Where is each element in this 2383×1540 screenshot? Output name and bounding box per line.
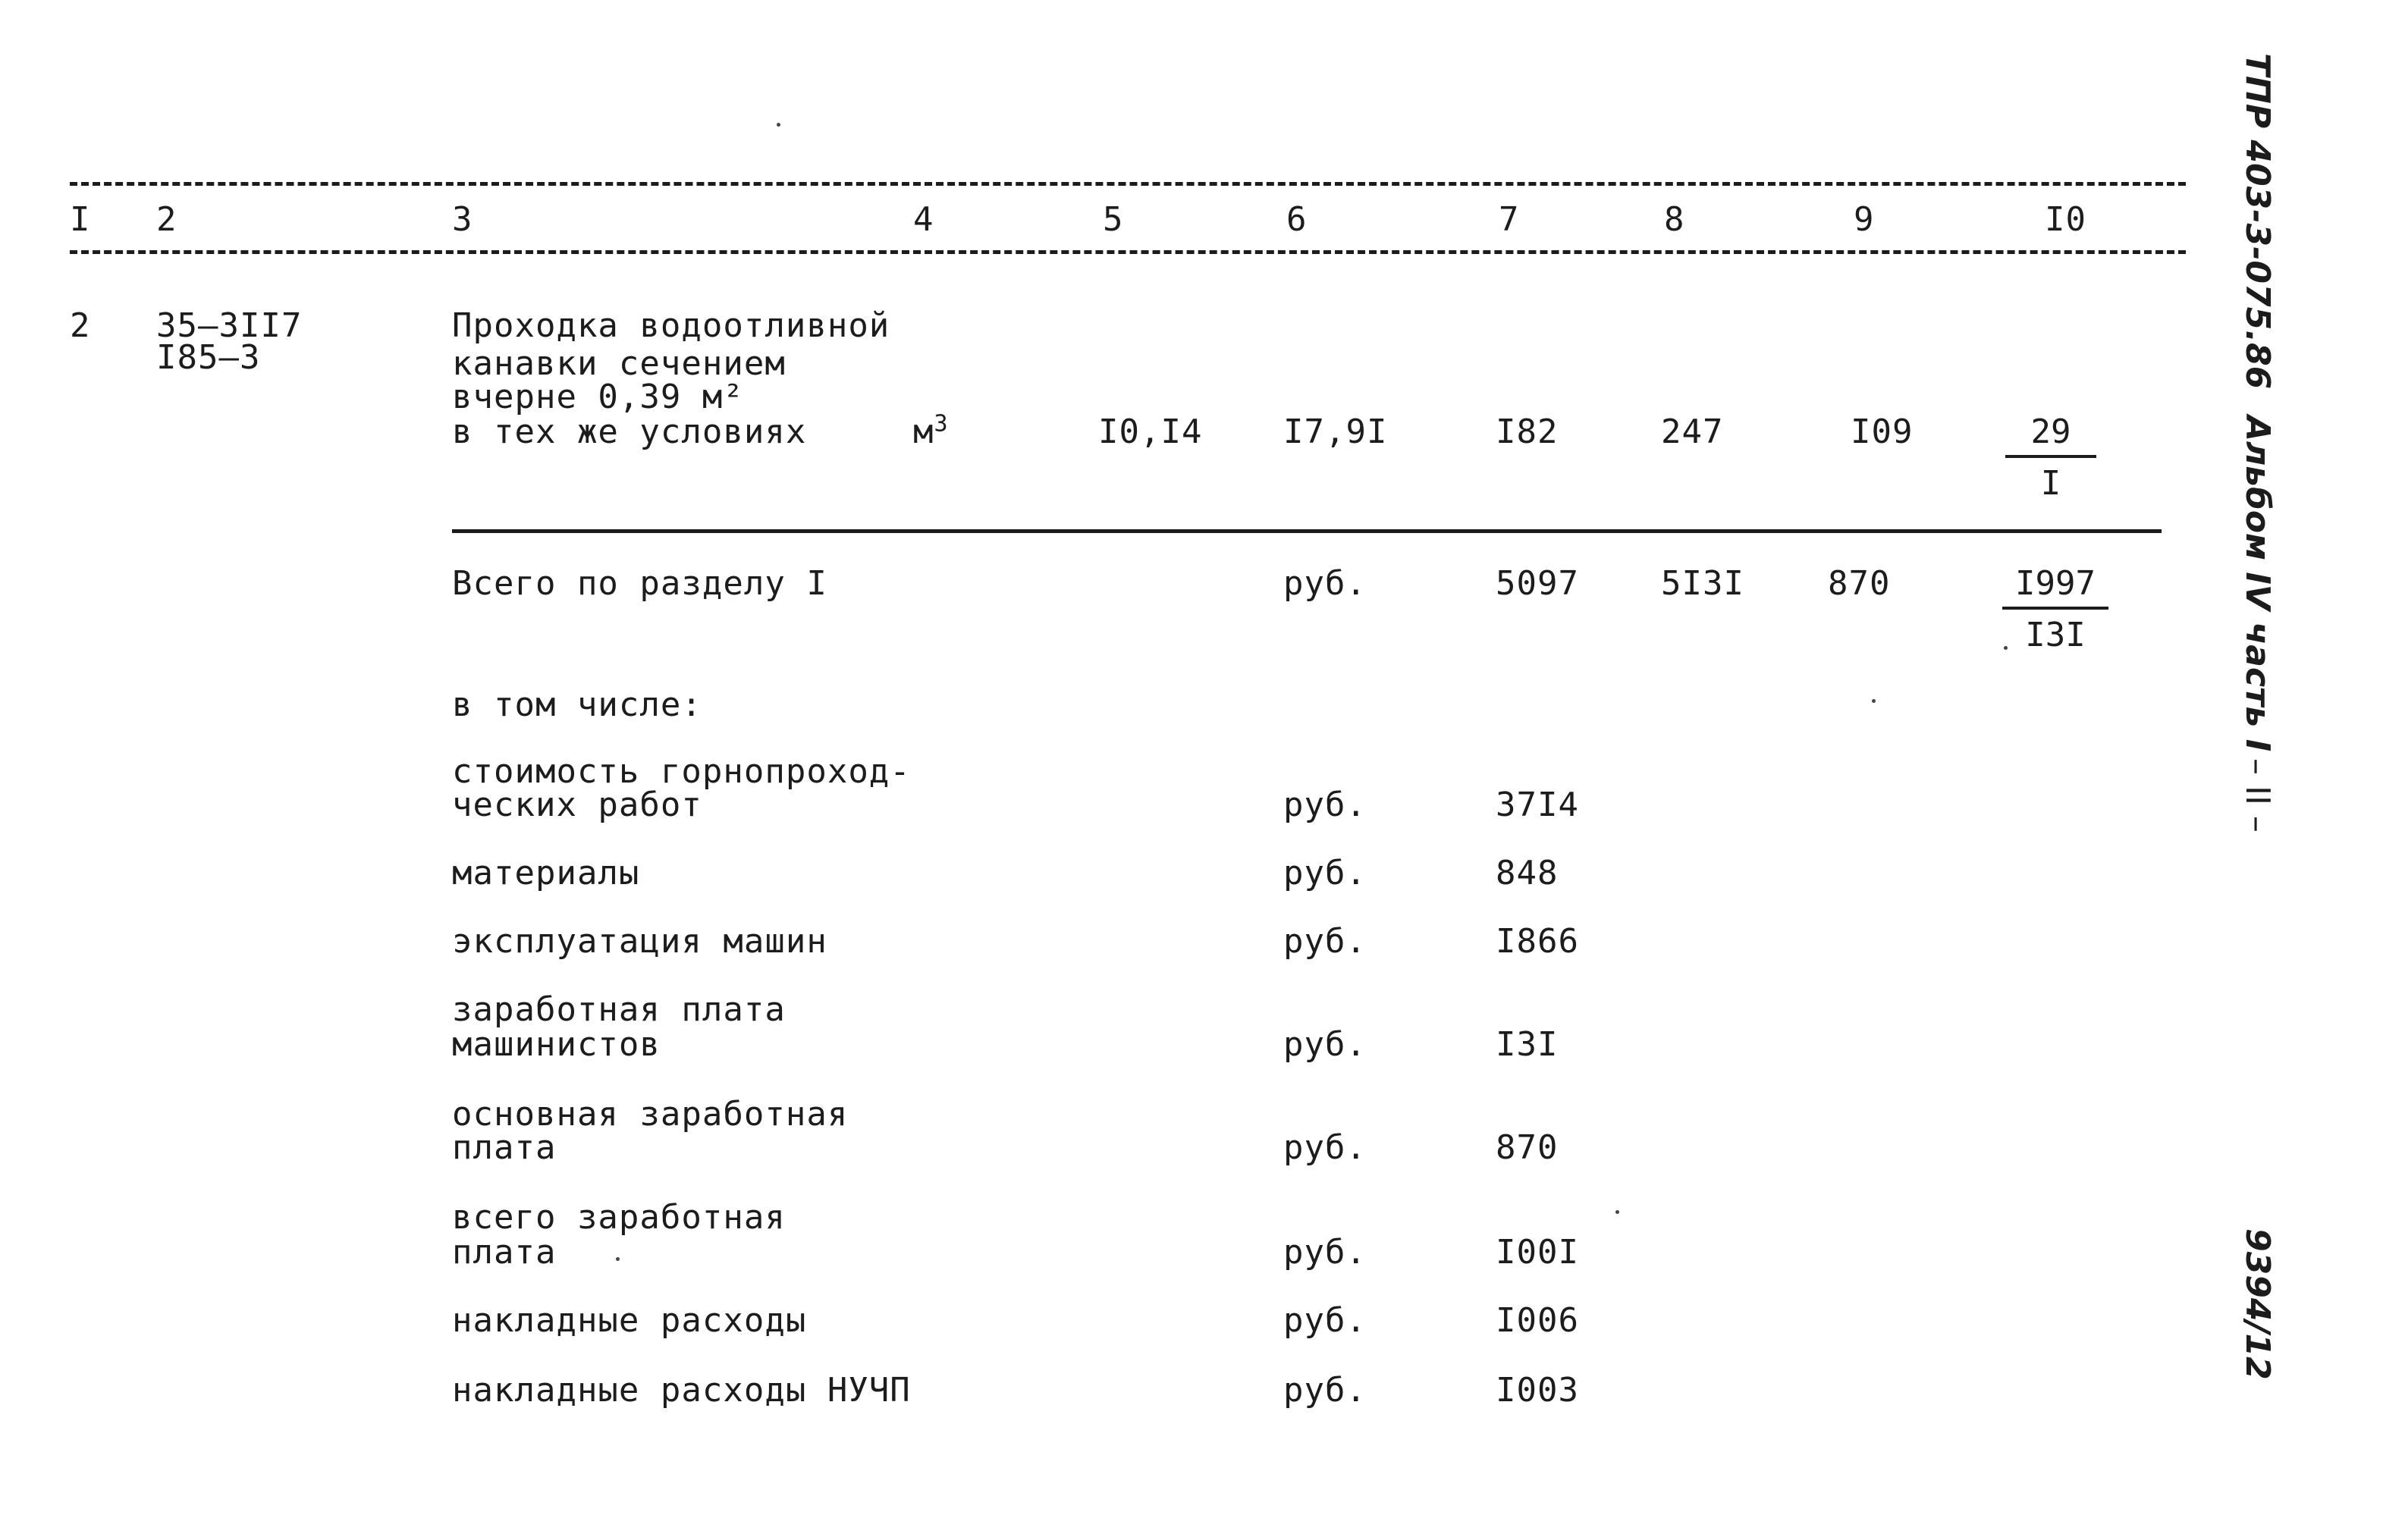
breakdown-label-line: ческих работ — [452, 786, 702, 824]
breakdown-unit: руб. — [1283, 1301, 1367, 1340]
item-description-line: канавки сечением — [452, 344, 786, 383]
breakdown-value: 848 — [1496, 854, 1559, 892]
breakdown-value: I866 — [1496, 922, 1579, 961]
breakdown-unit: руб. — [1283, 922, 1367, 961]
breakdown-unit: руб. — [1283, 786, 1367, 824]
item-col10-fraction — [2005, 414, 2096, 502]
breakdown-unit: руб. — [1283, 1371, 1367, 1410]
column-header-4: 4 — [913, 200, 934, 239]
item-col10-denominator: I — [2040, 464, 2061, 503]
header-bottom-rule — [70, 250, 2186, 254]
breakdown-label-line: всего заработная — [452, 1198, 786, 1237]
column-header-5: 5 — [1103, 200, 1124, 239]
margin-inventory-number: 9394/12 — [2238, 1228, 2277, 1380]
breakdown-label-line: эксплуатация машин — [452, 922, 827, 961]
total-col7: 5097 — [1496, 564, 1579, 603]
breakdown-label-line: накладные расходы НУЧП — [452, 1371, 911, 1410]
total-col8: 5I3I — [1661, 564, 1744, 603]
column-header-2: 2 — [156, 200, 177, 239]
item-unit: $м^3$ — [913, 410, 949, 451]
breakdown-label-line: накладные расходы — [452, 1301, 807, 1340]
breakdown-label-line: заработная плата — [452, 990, 786, 1029]
breakdown-label-line: плата — [452, 1128, 557, 1167]
total-col10-numerator: I997 — [2002, 566, 2108, 610]
breakdown-unit: руб. — [1283, 1025, 1367, 1064]
total-col9: 870 — [1828, 564, 1891, 603]
item-col6: I7,9I — [1283, 412, 1388, 451]
item-code-2: I85–3 — [156, 338, 261, 377]
item-col9: I09 — [1851, 412, 1914, 451]
breakdown-unit: руб. — [1283, 854, 1367, 892]
breakdown-label-line: материалы — [452, 854, 640, 892]
column-header-10: I0 — [2045, 200, 2086, 239]
breakdown-value: 870 — [1496, 1128, 1559, 1167]
item-description-line: вчерне 0,39 м² — [452, 378, 744, 416]
scan-speck — [616, 1257, 620, 1261]
header-top-rule — [70, 182, 2186, 186]
total-col10-denominator: I3I — [2025, 616, 2086, 654]
breakdown-unit: руб. — [1283, 1233, 1367, 1272]
breakdown-label-line: стоимость горнопроход- — [452, 752, 911, 791]
breakdown-label-line: плата — [452, 1233, 557, 1272]
column-header-3: 3 — [452, 200, 473, 239]
column-header-1: I — [70, 200, 91, 239]
breakdown-label-line: основная заработная — [452, 1095, 849, 1134]
total-label: Всего по разделу I — [452, 564, 827, 603]
total-separator — [452, 529, 2162, 533]
scan-speck — [1615, 1210, 1619, 1214]
item-code-1: 35–3II7 — [156, 306, 303, 345]
total-unit: руб. — [1283, 564, 1367, 603]
scan-speck — [1872, 699, 1876, 703]
column-header-7: 7 — [1499, 200, 1520, 239]
item-col7: I82 — [1496, 412, 1559, 451]
column-header-8: 8 — [1664, 200, 1685, 239]
breakdown-label-line: машинистов — [452, 1025, 661, 1064]
item-number: 2 — [70, 306, 91, 345]
breakdown-unit: руб. — [1283, 1128, 1367, 1167]
item-col8: 247 — [1661, 412, 1724, 451]
including-label: в том числе: — [452, 685, 702, 724]
breakdown-value: 37I4 — [1496, 786, 1579, 824]
column-header-6: 6 — [1286, 200, 1308, 239]
item-col10-numerator: 29 — [2005, 414, 2096, 458]
scan-speck — [777, 123, 780, 127]
margin-doc-code: ТПР 403-3-075.86 — [2238, 53, 2277, 390]
margin-album: Альбом IV часть I — [2238, 416, 2277, 752]
breakdown-value: I3I — [1496, 1025, 1559, 1064]
item-description-line: в тех же условиях — [452, 412, 807, 451]
breakdown-value: I003 — [1496, 1371, 1579, 1410]
column-header-9: 9 — [1854, 200, 1875, 239]
margin-page-number: – II – — [2238, 758, 2277, 833]
breakdown-value: I00I — [1496, 1233, 1579, 1272]
breakdown-value: I006 — [1496, 1301, 1579, 1340]
item-col5: I0,I4 — [1098, 412, 1203, 451]
scan-speck — [2004, 646, 2008, 650]
item-description-line: Проходка водоотливной — [452, 306, 890, 345]
total-col10-fraction — [2002, 566, 2108, 654]
